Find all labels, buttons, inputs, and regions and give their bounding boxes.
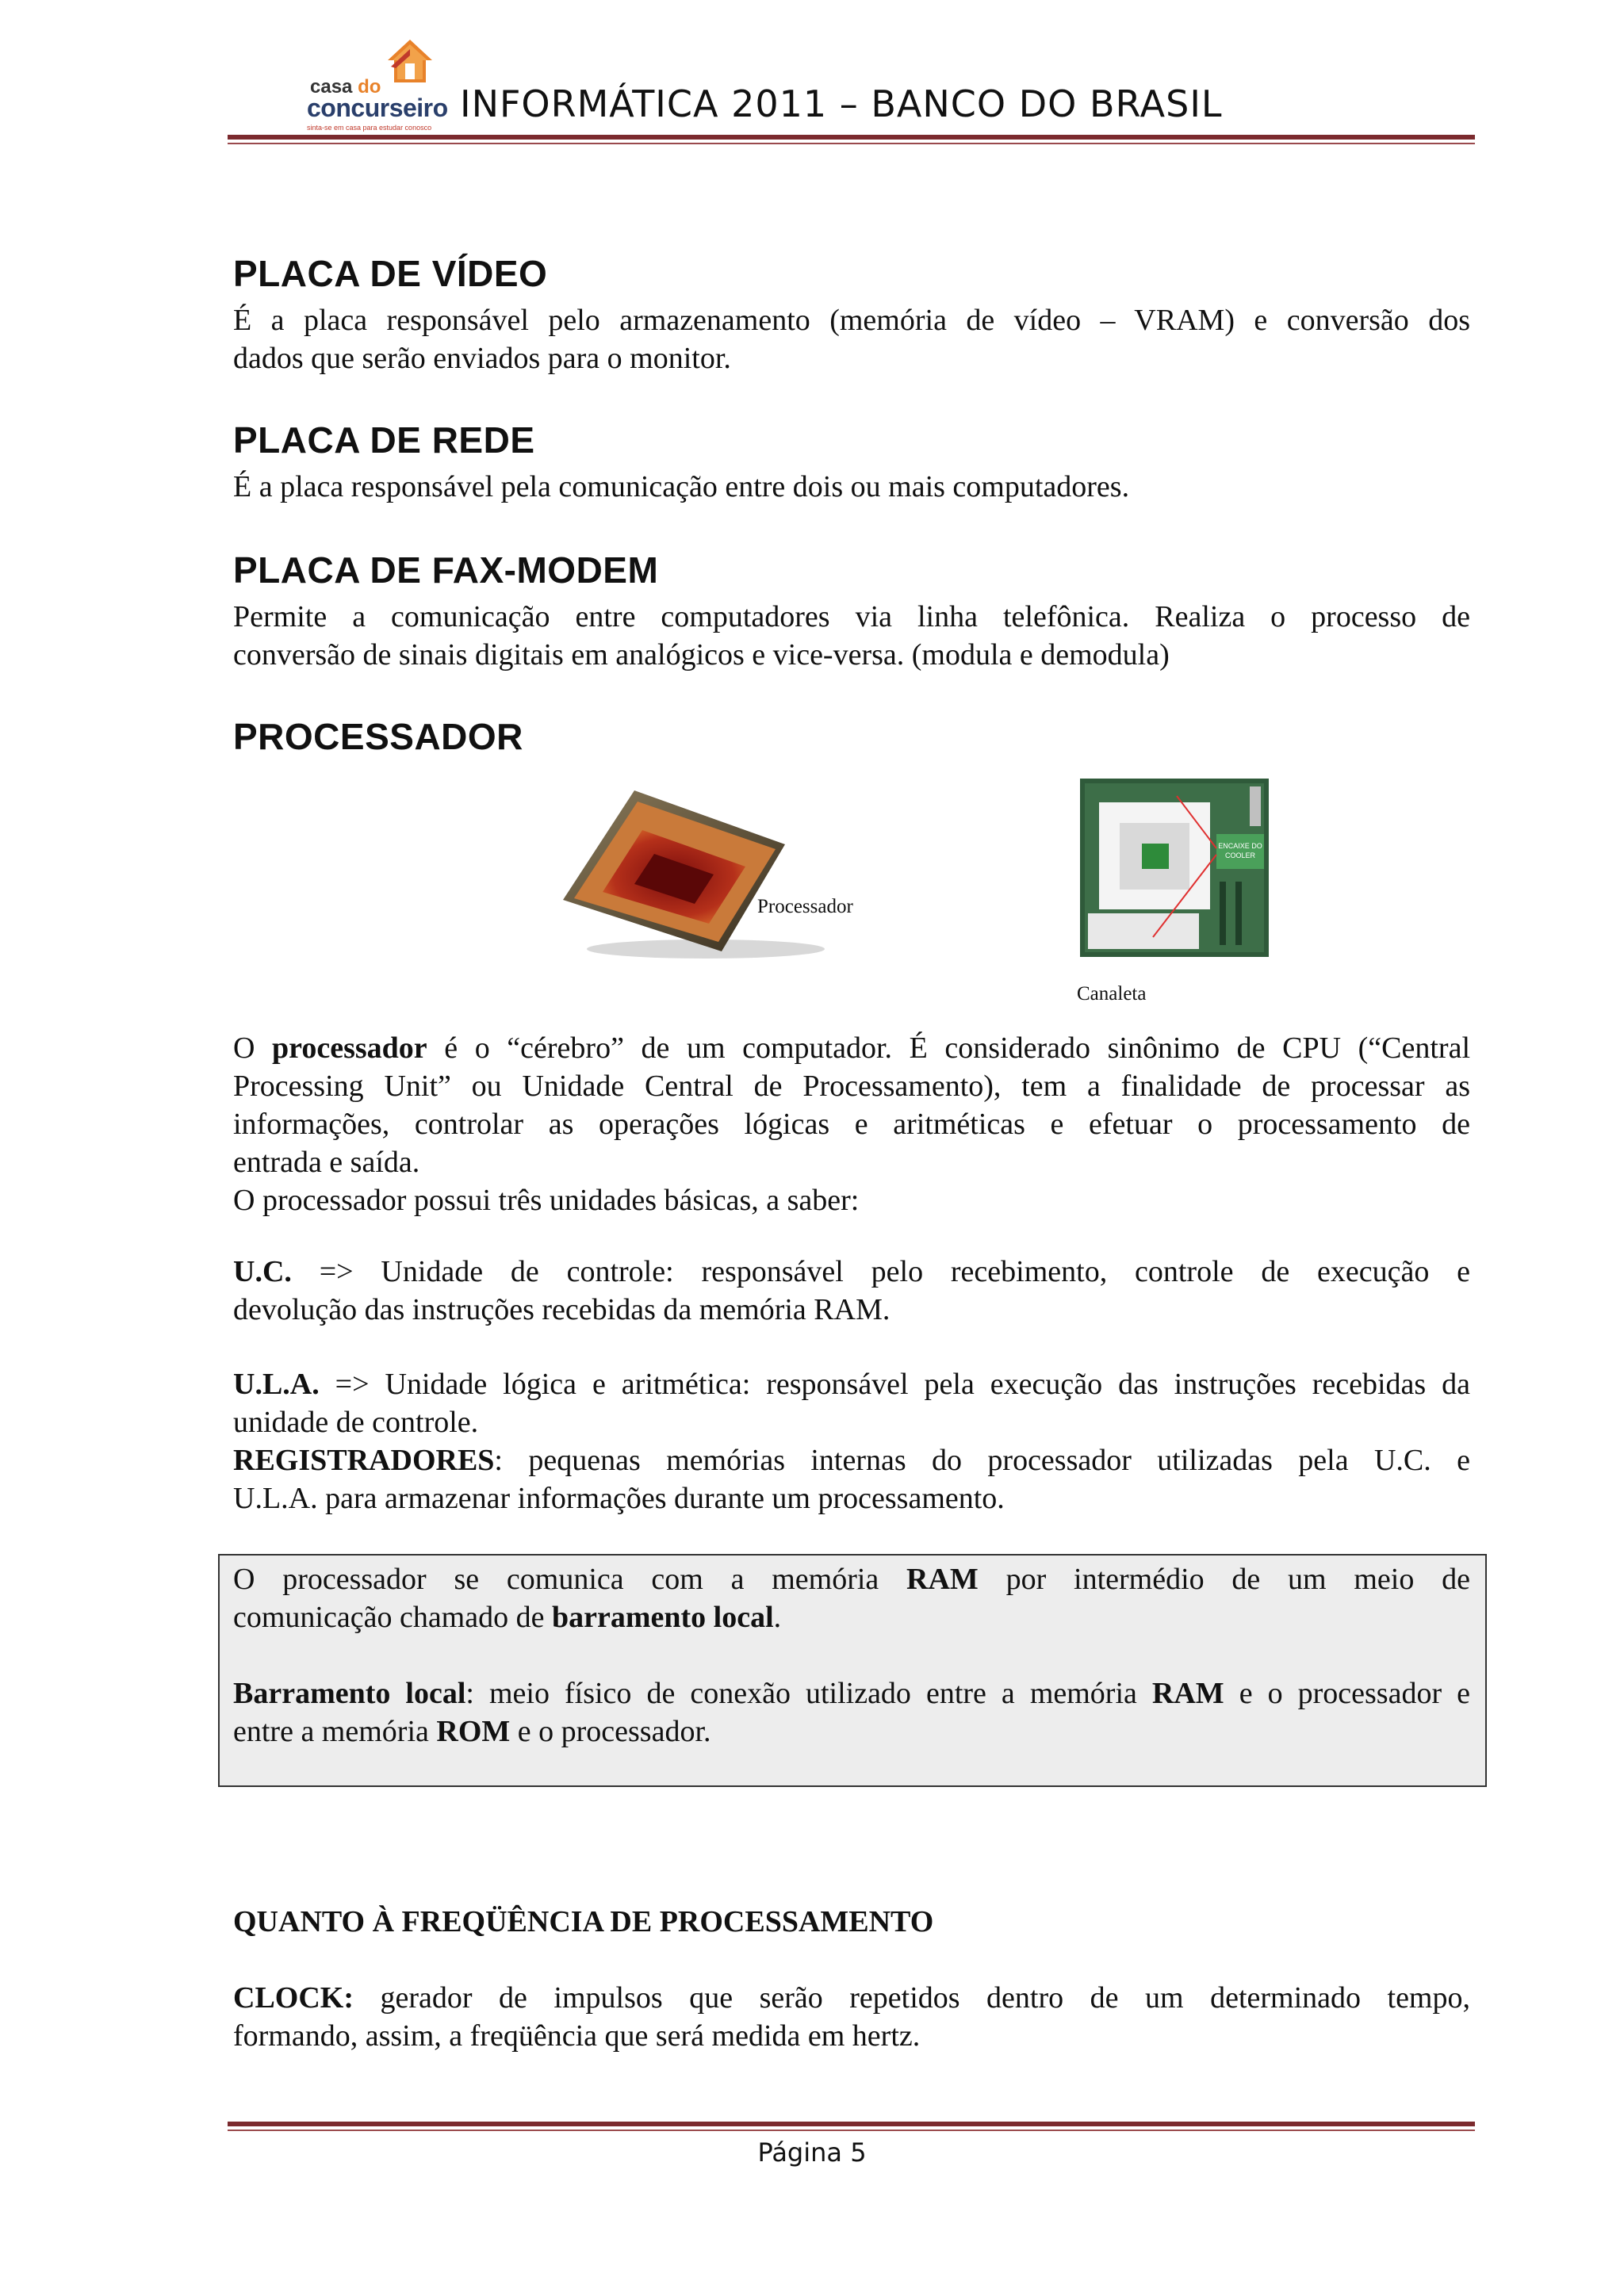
text-fragment: : meio físico de conexão utilizado entre a memória	[465, 1677, 1152, 1710]
logo-casa-text: casa do	[310, 76, 381, 98]
paragraph-ula	[233, 1365, 1470, 1517]
text-line	[233, 1560, 1470, 1598]
text-line	[233, 1598, 1470, 1636]
caption-canaleta: Canaleta	[1077, 983, 1147, 1004]
bold-term: REGISTRADORES	[233, 1444, 495, 1477]
heading-processador: PROCESSADOR	[233, 716, 523, 757]
text-fragment: e o processador e	[1224, 1677, 1471, 1710]
text-line	[233, 1365, 1470, 1403]
text-fragment: : pequenas memórias internas do processador utilizadas pela U.C. e	[494, 1444, 1470, 1477]
paragraph-placa-fax-modem	[233, 598, 1470, 674]
footer-rule	[228, 2122, 1475, 2126]
logo-slogan-text: sinta-se em casa para estudar conosco	[307, 124, 432, 132]
text-fragment: => Unidade de controle: responsável pelo recebimento, controle de execução e	[291, 1255, 1470, 1288]
page-header	[228, 32, 1475, 151]
bold-term: CLOCK:	[233, 1981, 354, 2015]
text-line: dados que serão enviados para o monitor.	[233, 342, 731, 375]
text-fragment: .	[773, 1601, 782, 1634]
heading-placa-fax-modem: PLACA DE FAX-MODEM	[233, 549, 659, 591]
text-line: conversão de sinais digitais em analógicos e vice-versa. (modula e demodula)	[233, 638, 1170, 672]
bold-term: ROM	[436, 1715, 511, 1748]
house-logo-icon	[386, 36, 434, 84]
bold-term: RAM	[1151, 1677, 1224, 1710]
header-rule	[228, 135, 1475, 140]
casa-do-concurseiro-logo	[267, 36, 448, 132]
svg-text:COOLER: COOLER	[1224, 851, 1256, 859]
text-fragment: gerador de impulsos que serão repetidos dentro de um determinado tempo,	[354, 1981, 1470, 2015]
svg-text:ENCAIXE DO: ENCAIXE DO	[1218, 842, 1262, 850]
bold-term: U.L.A.	[233, 1368, 320, 1401]
cpu-socket-image	[1080, 779, 1269, 957]
text-line: O processador possui três unidades básicas, a saber:	[233, 1184, 860, 1217]
text-line: Permite a comunicação entre computadores via linha telefônica. Realiza o processo de	[233, 600, 1470, 633]
text-fragment: => Unidade lógica e aritmética: responsável pela execução das instruções recebidas da	[319, 1368, 1470, 1401]
text-fragment: por intermédio de um meio de	[978, 1563, 1470, 1596]
text-line	[233, 1712, 1470, 1751]
text-line	[233, 1979, 1470, 2017]
text-line	[233, 1029, 1470, 1067]
heading-frequencia	[233, 1903, 1470, 1941]
text-fragment: é o “cérebro” de um computador. É considerado sinônimo de CPU (“Central	[427, 1031, 1471, 1065]
text-line: entrada e saída.	[233, 1146, 420, 1179]
text-line: Processing Unit” ou Unidade Central de Processamento), tem a finalidade de processar as	[233, 1070, 1470, 1103]
caption-processador: Processador	[757, 896, 853, 917]
blank-line	[233, 1636, 1470, 1674]
text-line	[233, 1674, 1470, 1712]
text-line: É a placa responsável pela comunicação entre dois ou mais computadores.	[233, 470, 1130, 503]
bold-term: processador	[272, 1031, 427, 1065]
footer-rule-thin	[228, 2130, 1475, 2131]
text-fragment: comunicação chamado de	[233, 1601, 552, 1634]
text-fragment: O processador se comunica com a memória	[233, 1563, 907, 1596]
text-line: unidade de controle.	[233, 1406, 479, 1439]
page-title: INFORMÁTICA 2011 – BANCO DO BRASIL	[460, 82, 1223, 125]
text-line: É a placa responsável pelo armazenamento (memória de vídeo – VRAM) e conversão dos	[233, 304, 1470, 337]
text-fragment: e o processador.	[510, 1715, 711, 1748]
paragraph-uc	[233, 1253, 1470, 1329]
header-rule-thin	[228, 143, 1475, 144]
logo-concurseiro-text: concurseiro	[307, 94, 448, 122]
text-fragment: entre a memória	[233, 1715, 437, 1748]
heading-placa-video: PLACA DE VÍDEO	[233, 253, 548, 294]
heading-placa-rede: PLACA DE REDE	[233, 419, 535, 461]
text-fragment: O	[233, 1031, 273, 1065]
text-line: formando, assim, a freqüência que será medida em hertz.	[233, 2019, 921, 2053]
processor-chip-image	[547, 781, 880, 963]
bold-term: U.C.	[233, 1255, 292, 1288]
section-heading: QUANTO À FREQÜÊNCIA DE PROCESSAMENTO	[233, 1905, 934, 1938]
paragraph-clock	[233, 1979, 1470, 2055]
text-line: informações, controlar as operações lógicas e aritméticas e efetuar o processamento de	[233, 1108, 1470, 1141]
paragraph-placa-rede	[233, 468, 1470, 506]
bold-term: Barramento local	[233, 1677, 466, 1710]
text-line: devolução das instruções recebidas da memória RAM.	[233, 1293, 891, 1326]
paragraph-processador-intro	[233, 1029, 1470, 1219]
text-line	[233, 1253, 1470, 1291]
paragraph-placa-video	[233, 301, 1470, 377]
text-line	[233, 1441, 1470, 1479]
bold-term: RAM	[906, 1563, 979, 1596]
page-number: Página 5	[757, 2137, 867, 2168]
bold-term: barramento local	[551, 1601, 774, 1634]
text-line: U.L.A. para armazenar informações durante um processamento.	[233, 1482, 1005, 1515]
paragraph-note	[233, 1560, 1470, 1751]
